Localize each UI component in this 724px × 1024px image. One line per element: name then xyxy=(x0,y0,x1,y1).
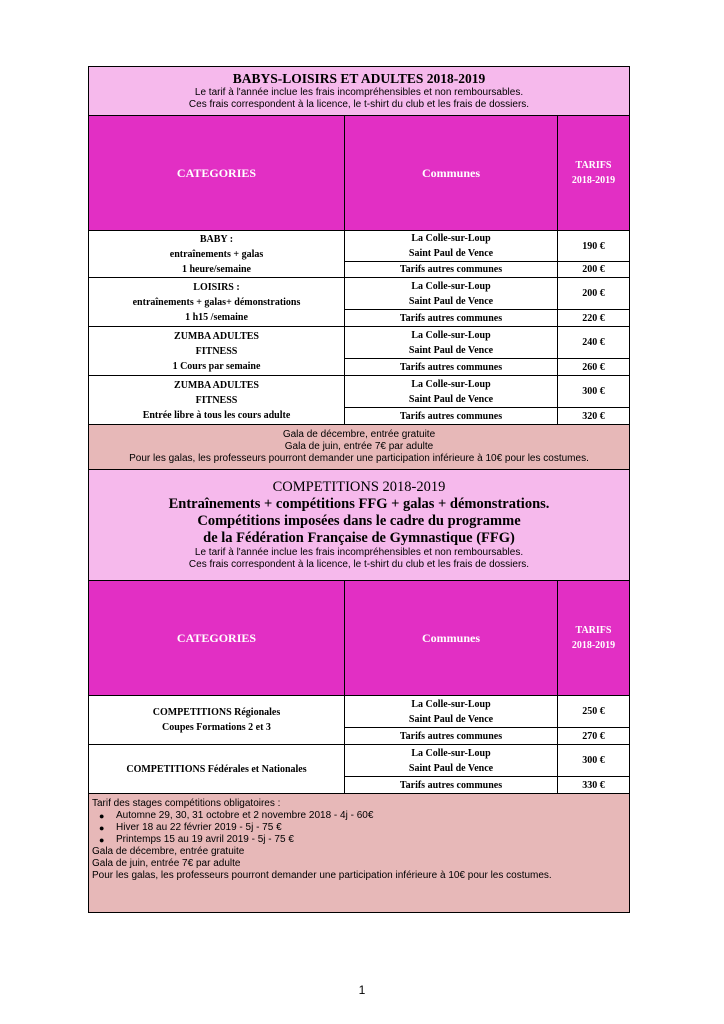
commune-name: La Colle-sur-Loup xyxy=(411,698,491,710)
communes-cell xyxy=(345,696,558,728)
section1-header xyxy=(89,67,630,116)
table-row xyxy=(89,376,630,408)
section2-col-tarifs xyxy=(558,581,630,696)
price-cell: 270 € xyxy=(558,728,630,745)
section1-title: BABYS-LOISIRS ET ADULTES 2018-2019 xyxy=(232,71,486,86)
other-communes-cell: Tarifs autres communes xyxy=(345,262,558,278)
category-line: 1 heure/semaine xyxy=(182,263,251,275)
commune-name: La Colle-sur-Loup xyxy=(411,378,491,390)
price-cell: 200 € xyxy=(558,262,630,278)
communes-cell xyxy=(345,278,558,310)
tarifs-label: TARIFS xyxy=(575,625,612,636)
category-cell xyxy=(89,327,345,376)
page-number: 1 xyxy=(358,983,366,997)
commune-name: Saint Paul de Vence xyxy=(408,393,494,405)
gala-note: Pour les galas, les professeurs pourront demander une participation inférieure à 10€ pour les costumes. xyxy=(92,870,552,881)
gala-note: Gala de juin, entrée 7€ par adulte xyxy=(92,858,241,869)
commune-name: Saint Paul de Vence xyxy=(408,248,494,259)
stage-item: ● Printemps 15 au 19 avril 2019 - 5j - 75 € xyxy=(116,834,626,846)
other-communes-cell: Tarifs autres communes xyxy=(345,359,558,376)
category-line: ZUMBA ADULTES xyxy=(174,330,259,342)
category-line: Entrée libre à tous les cours adulte xyxy=(142,409,291,421)
table-row xyxy=(89,231,630,262)
stages-title: Tarif des stages compétitions obligatoires : xyxy=(92,798,281,809)
communes-cell xyxy=(345,376,558,408)
commune-name: Saint Paul de Vence xyxy=(408,344,494,356)
category-line: entraînements + galas+ démonstrations xyxy=(132,296,301,308)
gala-note: Pour les galas, les professeurs pourront demander une participation inférieure à 10€ pour les costumes. xyxy=(129,453,589,464)
section2-col-communes: Communes xyxy=(345,581,558,696)
price-cell: 250 € xyxy=(558,696,630,728)
communes-cell xyxy=(345,231,558,262)
table-row xyxy=(89,745,630,777)
table-row xyxy=(89,327,630,359)
tarifs-year: 2018-2019 xyxy=(571,175,616,186)
category-line: 1 Cours par semaine xyxy=(172,360,261,372)
tarifs-year: 2018-2019 xyxy=(571,640,616,651)
tarifs-label: TARIFS xyxy=(575,160,612,171)
category-line: COMPETITIONS Fédérales et Nationales xyxy=(126,763,307,775)
commune-name: La Colle-sur-Loup xyxy=(411,747,491,759)
commune-name: Saint Paul de Vence xyxy=(408,762,494,774)
category-line: FITNESS xyxy=(195,394,238,406)
table-row xyxy=(89,278,630,310)
commune-name: La Colle-sur-Loup xyxy=(411,280,491,292)
other-communes-cell: Tarifs autres communes xyxy=(345,728,558,745)
section1-note1: Le tarif à l'année inclue les frais incompréhensibles et non remboursables. xyxy=(194,87,524,98)
price-cell: 300 € xyxy=(558,376,630,408)
category-cell xyxy=(89,231,345,278)
commune-name: Saint Paul de Vence xyxy=(408,295,494,307)
section1-note2: Ces frais correspondent à la licence, le t-shirt du club et les frais de dossiers. xyxy=(188,99,530,110)
price-cell: 330 € xyxy=(558,777,630,794)
section2-stage-notes xyxy=(89,794,630,913)
category-cell xyxy=(89,696,345,745)
category-line: Coupes Formations 2 et 3 xyxy=(162,722,271,733)
tariffs-table xyxy=(88,66,630,913)
gala-note: Gala de décembre, entrée gratuite xyxy=(92,846,245,857)
section1-col-communes: Communes xyxy=(345,116,558,231)
commune-name: La Colle-sur-Loup xyxy=(411,329,491,341)
section2-note1: Le tarif à l'année inclue les frais incompréhensibles et non remboursables. xyxy=(194,547,524,558)
section1-gala-notes xyxy=(89,425,630,470)
section2-sub3: de la Fédération Française de Gymnastique (FFG) xyxy=(203,530,515,546)
section2-header xyxy=(89,470,630,581)
price-cell: 240 € xyxy=(558,327,630,359)
stage-item: ● Automne 29, 30, 31 octobre et 2 novembre 2018 - 4j - 60€ xyxy=(116,810,626,822)
price-cell: 320 € xyxy=(558,408,630,425)
commune-name: Saint Paul de Vence xyxy=(408,713,494,725)
price-cell: 200 € xyxy=(558,278,630,310)
section2-sub1: Entraînements + compétitions FFG + galas + démonstrations. xyxy=(168,496,550,512)
stage-item: ● Hiver 18 au 22 février 2019 - 5j - 75 € xyxy=(116,822,626,834)
commune-name: La Colle-sur-Loup xyxy=(411,233,491,244)
section2-col-categories: CATEGORIES xyxy=(89,581,345,696)
category-cell xyxy=(89,278,345,327)
communes-cell xyxy=(345,745,558,777)
gala-note: Gala de juin, entrée 7€ par adulte xyxy=(284,441,434,452)
section2-note2: Ces frais correspondent à la licence, le t-shirt du club et les frais de dossiers. xyxy=(188,559,530,570)
category-line: 1 h15 /semaine xyxy=(185,311,248,323)
category-line: LOISIRS : xyxy=(193,281,240,293)
communes-cell xyxy=(345,327,558,359)
gala-note: Gala de décembre, entrée gratuite xyxy=(282,429,436,440)
stages-list xyxy=(92,810,626,846)
section1-col-tarifs xyxy=(558,116,630,231)
other-communes-cell: Tarifs autres communes xyxy=(345,408,558,425)
section2-title: COMPETITIONS 2018-2019 xyxy=(272,479,446,495)
category-cell xyxy=(89,376,345,425)
category-line: BABY : xyxy=(199,233,234,245)
category-line: COMPETITIONS Régionales xyxy=(152,707,281,718)
price-cell: 190 € xyxy=(558,231,630,262)
category-line: FITNESS xyxy=(195,345,238,357)
category-line: entraînements + galas xyxy=(169,248,264,260)
category-line: ZUMBA ADULTES xyxy=(174,379,259,391)
other-communes-cell: Tarifs autres communes xyxy=(345,310,558,327)
price-cell: 300 € xyxy=(558,745,630,777)
category-cell xyxy=(89,745,345,794)
section1-col-categories: CATEGORIES xyxy=(89,116,345,231)
other-communes-cell: Tarifs autres communes xyxy=(345,777,558,794)
price-cell: 260 € xyxy=(558,359,630,376)
table-row xyxy=(89,696,630,728)
section2-sub2: Compétitions imposées dans le cadre du programme xyxy=(197,513,521,529)
document-page xyxy=(88,66,629,913)
price-cell: 220 € xyxy=(558,310,630,327)
